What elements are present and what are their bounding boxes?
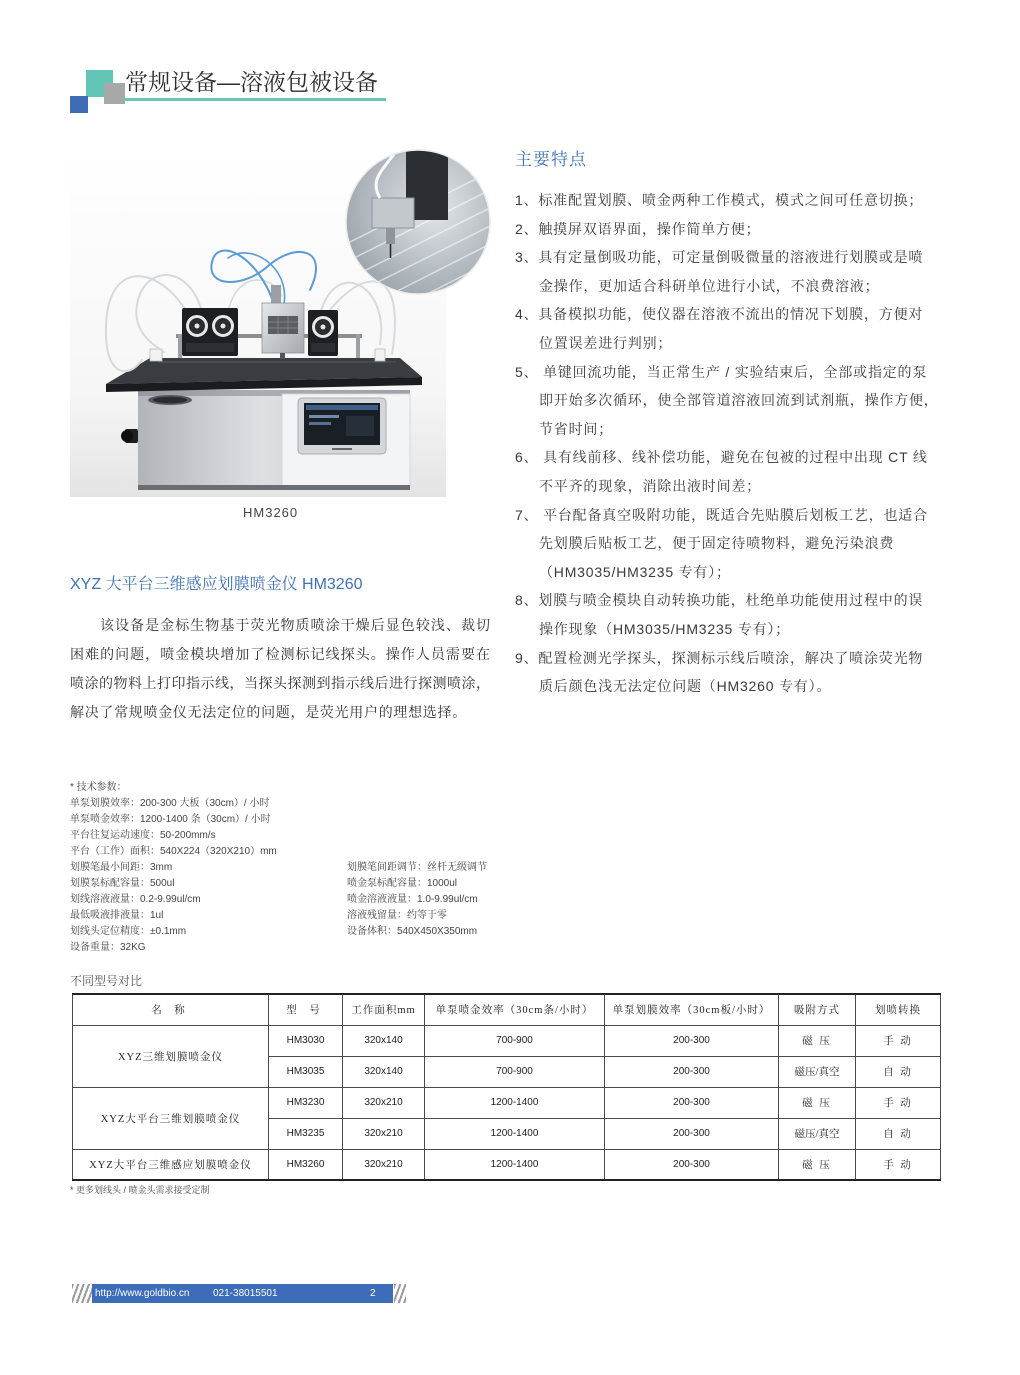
switch-cell: 自 动 [856,1118,941,1149]
adsorption-cell: 磁压/真空 [779,1118,856,1149]
feature-line: 即开始多次循环，使全部管道溶液回流到试剂瓶，操作方便， [539,392,939,409]
product-photo [68,148,498,502]
adsorption-cell: 磁 压 [779,1025,856,1056]
description-line: 该设备是金标生物基于荧光物质喷涂干燥后显色较浅、裁切 [100,617,490,633]
features-heading: 主要特点 [515,150,587,169]
spec-item: 最低吸液排液量：1ul [70,910,164,921]
tech-specs-left [70,780,277,956]
spec-item: 划线头定位精度：±0.1mm [70,926,187,937]
feature-item [515,358,939,444]
spray-rate-cell: 700-900 [425,1056,605,1087]
spec-item: 单泵划膜效率：200-300 大板（30cm）/ 小时 [70,798,270,809]
column-header-adsorption: 吸附方式 [779,994,856,1025]
feature-item [515,644,939,701]
area-cell: 320x140 [343,1056,425,1087]
feature-line: 1、标准配置划膜、喷金两种工作模式，模式之间可任意切换； [515,192,924,208]
table-row [73,1087,941,1118]
feature-line: 金操作，更加适合科研单位进行小试，不浪费溶液； [539,277,880,294]
spray-rate-cell: 700-900 [425,1025,605,1056]
header-decor-gray-square [104,83,125,104]
spray-rate-cell: 1200-1400 [425,1118,605,1149]
feature-item [515,186,939,215]
product-name-cell: XYZ大平台三维感应划膜喷金仪 [73,1149,269,1180]
product-title: XYZ 大平台三维感应划膜喷金仪 HM3260 [70,576,363,593]
feature-line: 6、 具有线前移、线补偿功能，避免在包被的过程中出现 CT 线 [515,449,928,466]
feature-line: 3、具有定量倒吸功能，可定量倒吸微量的溶液进行划膜或是喷 [515,249,924,266]
spec-item: 喷金溶液液量：1.0-9.99ul/cm [347,894,478,905]
model-cell: HM3260 [269,1149,343,1180]
column-header-switch: 划喷转换 [856,994,941,1025]
product-name-cell: XYZ大平台三维划膜喷金仪 [73,1087,269,1149]
switch-cell: 手 动 [856,1149,941,1180]
spec-item: 单泵喷金效率：1200-1400 条（30cm）/ 小时 [70,814,271,825]
spec-item: 设备重量：32KG [70,942,146,953]
footer-phone: 021-38015501 [213,1288,278,1299]
feature-item [515,300,939,357]
spec-item: 划膜笔间距调节：丝杆无级调节 [347,862,487,873]
peristaltic-pump-right [308,310,338,356]
feature-line: （HM3035/HM3235 专有）； [539,563,731,580]
model-cell: HM3230 [269,1087,343,1118]
feature-item [515,243,939,300]
machine-touchscreen [298,398,386,454]
spec-item: 喷金泵标配容量：1000ul [347,878,458,889]
footer-stripes-left [72,1284,92,1303]
feature-line: 操作现象（HM3035/HM3235 专有）； [539,620,791,637]
column-header-spray-rate: 单泵喷金效率（30cm条/小时） [425,994,605,1025]
feature-item [515,586,939,643]
feature-line: 先划膜后贴板工艺，便于固定待喷物料，避免污染浪费 [539,535,895,552]
model-cell: HM3030 [269,1025,343,1056]
area-cell: 320x210 [343,1118,425,1149]
stripe-rate-cell: 200-300 [605,1056,779,1087]
column-header-area: 工作面积mm [343,994,425,1025]
description-line: 解决了常规喷金仪无法定位的问题，是荧光用户的理想选择。 [70,704,467,720]
title-underline [123,98,386,101]
footer-stripes-right [394,1284,406,1303]
feature-item [515,215,939,244]
stripe-rate-cell: 200-300 [605,1118,779,1149]
spec-item: 平台（工作）面积：540X224（320X210）mm [70,846,277,857]
page-number: 2 [370,1288,376,1299]
page-title: 常规设备—溶液包被设备 [125,69,378,95]
adsorption-cell: 磁 压 [779,1149,856,1180]
feature-line: 位置误差进行判别； [539,334,673,351]
stripe-rate-cell: 200-300 [605,1025,779,1056]
area-cell: 320x210 [343,1149,425,1180]
product-description [70,611,490,727]
peristaltic-pump-left [182,308,238,356]
column-header-stripe-rate: 单泵划膜效率（30cm板/小时） [605,994,779,1025]
feature-line: 8、划膜与喷金模块自动转换功能，杜绝单功能使用过程中的误 [515,592,924,609]
table-footnote: * 更多划线头 / 喷金头需求接受定制 [70,1185,210,1195]
switch-cell: 手 动 [856,1025,941,1056]
table-row [73,1025,941,1056]
footer-url: http://www.goldbio.cn [95,1288,190,1299]
specs-heading: * 技术参数： [70,782,127,793]
spec-item: 划膜笔最小间距：3mm [70,862,173,873]
product-name-cell: XYZ三维划膜喷金仪 [73,1025,269,1087]
area-cell: 320x210 [343,1087,425,1118]
adsorption-cell: 磁 压 [779,1087,856,1118]
comparison-title: 不同型号对比 [70,974,143,988]
spec-item: 划线溶液液量：0.2-9.99ul/cm [70,894,201,905]
feature-line: 5、 单键回流功能，当正常生产 / 实验结束后，全部或指定的泵 [515,363,928,380]
feature-item [515,443,939,500]
switch-cell: 自 动 [856,1056,941,1087]
spec-item: 设备体积：540X450X350mm [347,926,478,937]
feature-line: 2、触摸屏双语界面，操作简单方便； [515,220,761,237]
description-line: 困难的问题，喷金模块增加了检测标记线探头。操作人员需要在 [70,646,490,662]
feature-line: 9、配置检测光学探头，探测标示线后喷涂，解决了喷涂荧光物 [515,649,924,666]
feature-line: 7、 平台配备真空吸附功能，既适合先贴膜后划板工艺，也适合 [515,506,928,523]
spec-item: 溶液残留量：约等于零 [347,910,447,921]
table-header-row [73,994,941,1025]
header-decor-blue-square [70,96,88,113]
tech-specs-right [347,860,487,940]
feature-line: 节省时间； [539,420,613,437]
features-list [515,186,939,701]
stripe-rate-cell: 200-300 [605,1087,779,1118]
feature-line: 质后颜色浅无法定位问题（HM3260 专有）。 [539,678,832,695]
photo-caption: HM3260 [243,505,299,520]
model-comparison-table [72,993,941,1181]
description-line: 喷涂的物料上打印指示线，当探头探测到指示线后进行探测喷涂， [70,675,490,691]
column-header-model: 型 号 [269,994,343,1025]
area-cell: 320x140 [343,1025,425,1056]
feature-line: 不平齐的现象，消除出液时间差； [539,477,761,494]
spray-rate-cell: 1200-1400 [425,1087,605,1118]
table-row [73,1149,941,1180]
spray-rate-cell: 1200-1400 [425,1149,605,1180]
adsorption-cell: 磁压/真空 [779,1056,856,1087]
switch-cell: 手 动 [856,1087,941,1118]
spec-item: 平台往复运动速度：50-200mm/s [70,830,216,841]
stripe-rate-cell: 200-300 [605,1149,779,1180]
feature-item [515,501,939,587]
column-header-name: 名 称 [73,994,269,1025]
model-cell: HM3235 [269,1118,343,1149]
model-cell: HM3035 [269,1056,343,1087]
feature-line: 4、具备模拟功能，使仪器在溶液不流出的情况下划膜，方便对 [515,306,924,323]
spec-item: 划膜泵标配容量：500ul [70,878,175,889]
